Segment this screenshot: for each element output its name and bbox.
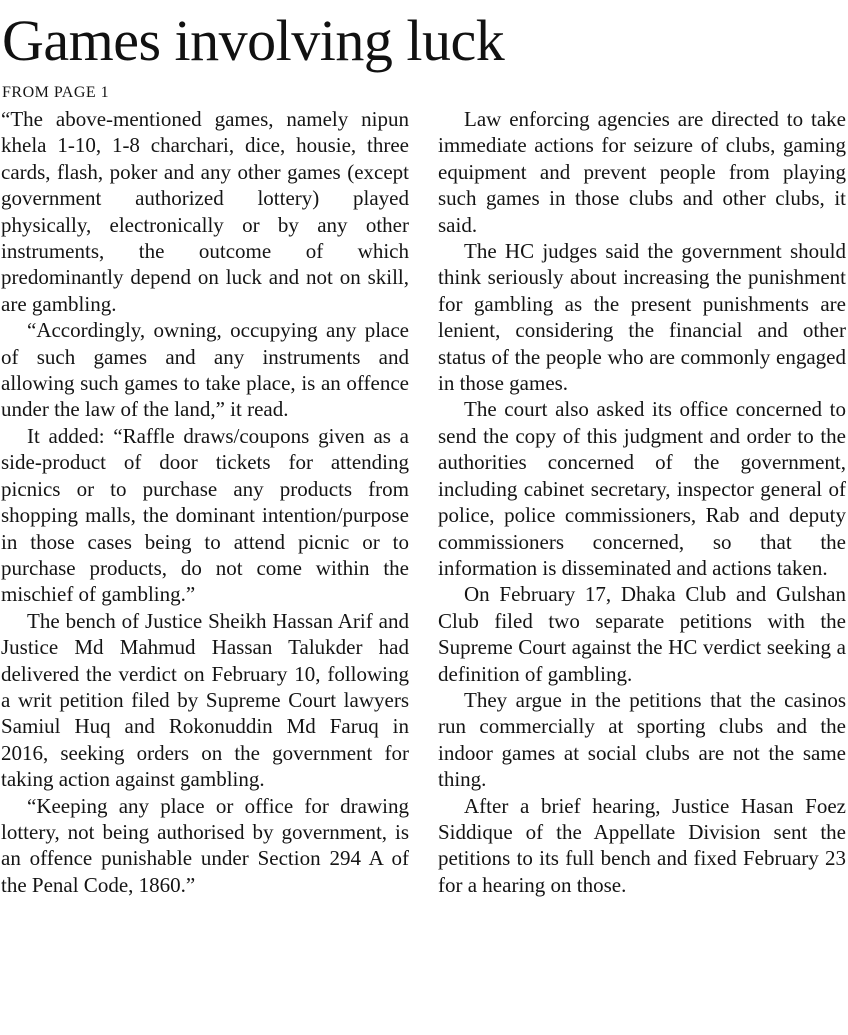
right-column [438, 106, 846, 898]
paragraph: Law enforcing agencies are directed to take immediate actions for seizure of clubs, gaming equipment and prevent people from playing such games in those clubs and other clubs, it said. [438, 107, 846, 237]
headline: Games involving luck [2, 8, 505, 73]
paragraph: “Keeping any place or office for drawing lottery, not being authorised by government, is an offence punishable under Section 294 A of the Penal Code, 1860.” [1, 793, 409, 897]
paragraph: It added: “Raffle draws/coupons given as a side-product of door tickets for attending picnics or to purchase any products from shopping malls, the dominant intention/purpose in those cases being to attend picnic or to purchase products, do not come within the mischief of gambling.” [1, 423, 409, 607]
paragraph: They argue in the petitions that the casinos run commercially at sporting clubs and the indoor games at social clubs are not the same thing. [438, 687, 846, 792]
paragraph: The court also asked its office concerned to send the copy of this judgment and order to the authorities concerned of the government, including cabinet secretary, inspector general of police, police commissioners, Rab and deputy commissioners concerned, so that the information is disseminated and actions taken. [438, 397, 846, 580]
paragraph: “Accordingly, owning, occupying any place of such games and any instruments and allowing such games to take place, is an offence under the law of the land,” it read. [1, 318, 409, 422]
jump-line: FROM PAGE 1 [2, 84, 110, 101]
paragraph: The bench of Justice Sheikh Hassan Arif and Justice Md Mahmud Hassan Talukder had delivered the verdict on February 10, following a writ petition filed by Supreme Court lawyers Samiul Huq and Rokonuddin Md Faruq in 2016, seeking orders on the government for taking action against gambling. [1, 608, 409, 792]
left-column [1, 106, 409, 898]
paragraph: “The above-mentioned games, namely nipun khela 1-10, 1-8 charchari, dice, housie, three cards, flash, poker and any other games (except government authorized lottery) played physically, electronically or by any other instruments, the outcome of which predominantly depend on luck and not on skill, are gambling. [1, 107, 409, 316]
paragraph: The HC judges said the government should think seriously about increasing the punishment for gambling as the present punishments are lenient, considering the financial and other status of the people who are commonly engaged in those games. [438, 239, 846, 396]
paragraph: After a brief hearing, Justice Hasan Foez Siddique of the Appellate Division sent the petitions to its full bench and fixed February 23 for a hearing on those. [438, 793, 846, 897]
paragraph: On February 17, Dhaka Club and Gulshan Club filed two separate petitions with the Supreme Court against the HC verdict seeking a definition of gambling. [438, 582, 846, 686]
